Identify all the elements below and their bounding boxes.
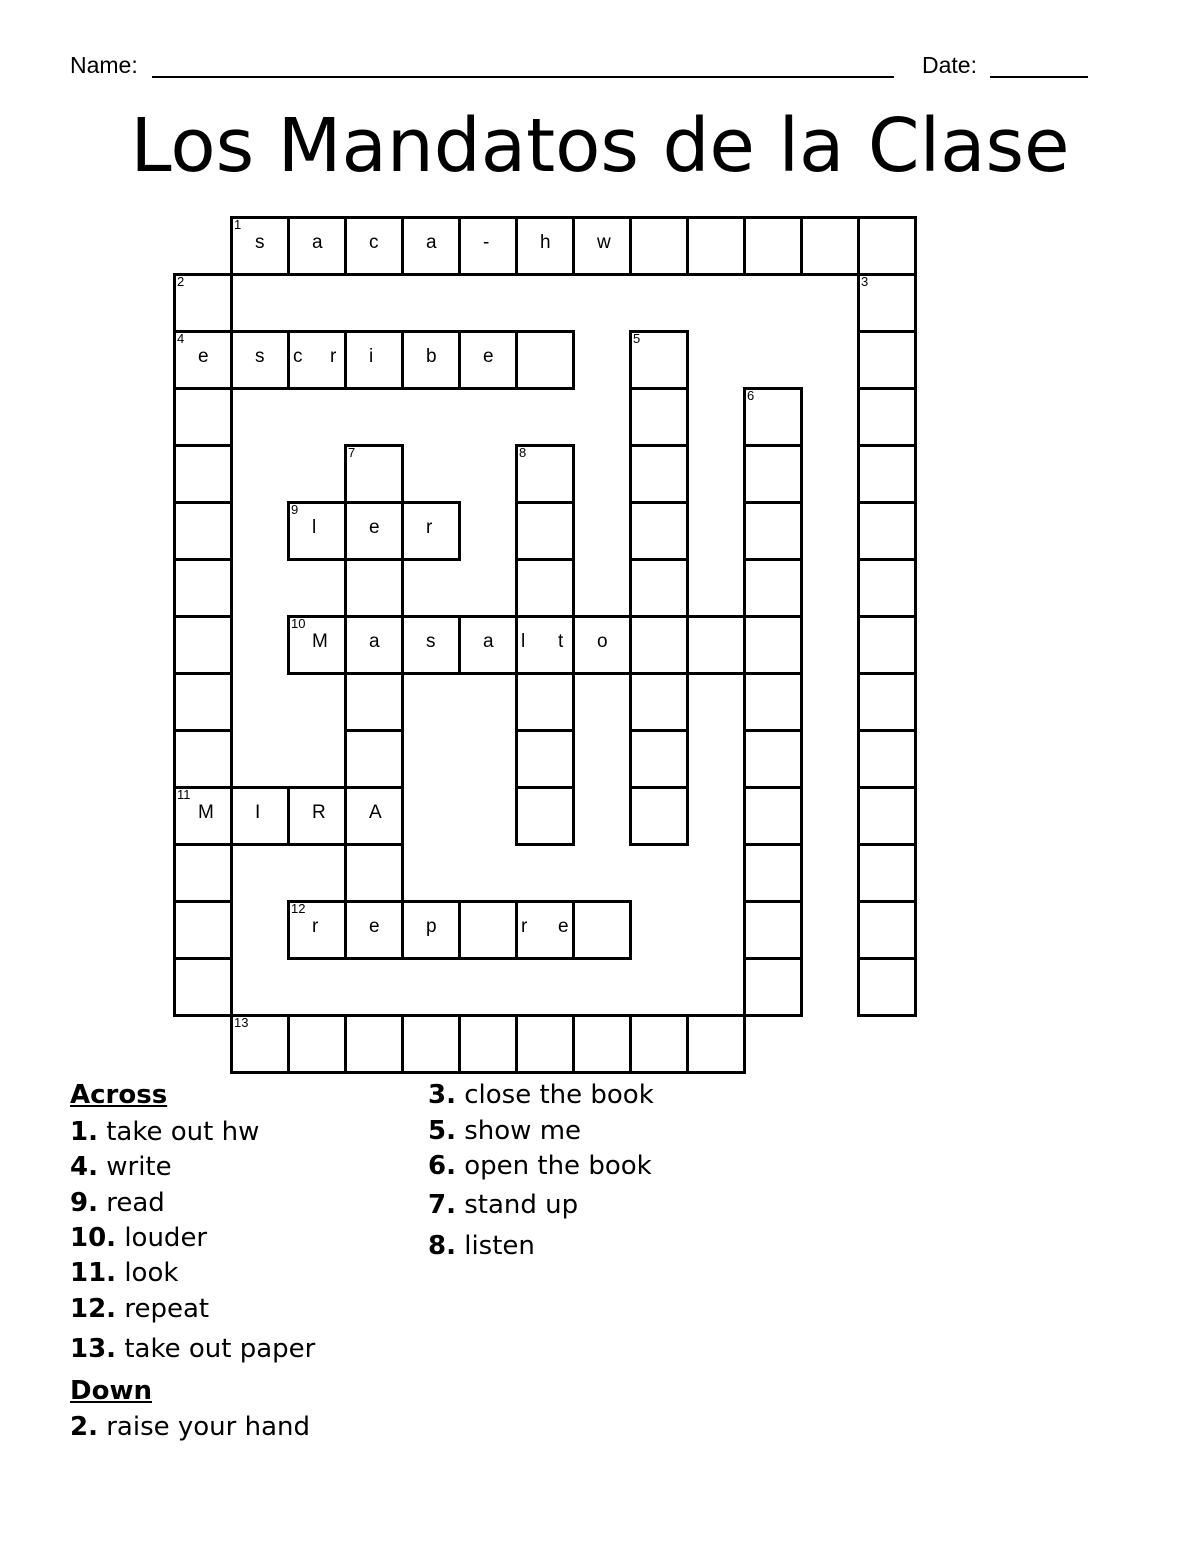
grid-cell[interactable] <box>344 330 404 390</box>
grid-cell[interactable] <box>173 672 233 732</box>
clue-number: 2 <box>177 274 185 289</box>
name-label: Name: <box>70 52 138 78</box>
entered-letter: A <box>369 802 382 823</box>
grid-cell[interactable] <box>743 672 803 732</box>
entered-letter: e <box>483 346 494 367</box>
entered-letter: w <box>597 232 611 253</box>
grid-cell[interactable] <box>857 957 917 1017</box>
grid-cell[interactable] <box>629 615 689 675</box>
entered-letter: l <box>521 631 526 652</box>
clue-num: 6. <box>428 1151 456 1181</box>
grid-cell[interactable] <box>344 729 404 789</box>
grid-cell[interactable] <box>230 216 290 276</box>
clue-num: 7. <box>428 1190 456 1220</box>
entered-letter: i <box>369 346 374 367</box>
grid-cell[interactable] <box>458 216 518 276</box>
grid-cell[interactable] <box>857 387 917 447</box>
grid-cell[interactable] <box>173 900 233 960</box>
grid-cell[interactable] <box>401 216 461 276</box>
grid-cell[interactable] <box>401 900 461 960</box>
grid-cell[interactable] <box>344 786 404 846</box>
grid-cell[interactable] <box>230 786 290 846</box>
entered-letter: h <box>540 232 551 253</box>
grid-cell[interactable] <box>572 216 632 276</box>
clue-num: 10. <box>70 1223 117 1253</box>
clue-number: 3 <box>861 274 869 289</box>
grid-cell[interactable] <box>515 558 575 618</box>
entered-letter: t <box>558 631 564 652</box>
grid-cell[interactable] <box>515 786 575 846</box>
grid-cell[interactable] <box>629 444 689 504</box>
entered-letter: a <box>426 232 437 253</box>
grid-cell[interactable] <box>173 786 233 846</box>
clue-number: 7 <box>348 445 356 460</box>
clue-number: 10 <box>291 616 306 631</box>
grid-cell[interactable] <box>572 900 632 960</box>
grid-cell[interactable] <box>287 501 347 561</box>
clue-num: 2. <box>70 1412 98 1442</box>
grid-cell[interactable] <box>686 216 746 276</box>
grid-cell[interactable] <box>173 444 233 504</box>
down-clue <box>428 1118 581 1144</box>
grid-cell[interactable] <box>857 900 917 960</box>
grid-cell[interactable] <box>515 615 575 675</box>
entered-letter: - <box>483 232 490 253</box>
across-clue <box>70 1336 315 1362</box>
grid-cell[interactable] <box>572 615 632 675</box>
across-clue <box>70 1260 178 1286</box>
entered-letter: r <box>312 916 319 937</box>
grid-cell[interactable] <box>629 558 689 618</box>
grid-cell[interactable] <box>857 786 917 846</box>
grid-cell[interactable] <box>344 216 404 276</box>
grid-cell[interactable] <box>743 786 803 846</box>
clue-text: raise your hand <box>97 1412 311 1442</box>
grid-cell[interactable] <box>743 216 803 276</box>
entered-letter: e <box>198 346 209 367</box>
entered-letter: e <box>369 916 380 937</box>
grid-cell[interactable] <box>800 216 860 276</box>
grid-cell[interactable] <box>173 330 233 390</box>
entered-letter: M <box>312 631 328 652</box>
grid-cell[interactable] <box>458 615 518 675</box>
grid-cell[interactable] <box>857 729 917 789</box>
grid-cell[interactable] <box>629 330 689 390</box>
grid-cell[interactable] <box>857 444 917 504</box>
entered-letter: s <box>255 346 265 367</box>
entered-letter: c <box>293 346 303 367</box>
grid-cell[interactable] <box>572 1014 632 1074</box>
grid-cell[interactable] <box>287 1014 347 1074</box>
entered-letter: I <box>255 802 261 823</box>
clue-num: 1. <box>70 1117 98 1147</box>
clue-number: 6 <box>747 388 755 403</box>
clue-number: 4 <box>177 331 185 346</box>
grid-cell[interactable] <box>173 957 233 1017</box>
entered-letter: o <box>597 631 608 652</box>
date-label: Date: <box>922 52 977 78</box>
grid-cell[interactable] <box>686 1014 746 1074</box>
clue-number: 12 <box>291 901 306 916</box>
grid-cell[interactable] <box>515 672 575 732</box>
clue-num: 3. <box>428 1080 456 1110</box>
grid-cell[interactable] <box>857 672 917 732</box>
clue-number: 5 <box>633 331 641 346</box>
page-title: Los Mandatos de la Clase <box>130 103 1070 189</box>
grid-cell[interactable] <box>629 501 689 561</box>
grid-cell[interactable] <box>401 501 461 561</box>
across-heading: Across <box>70 1080 168 1110</box>
grid-cell[interactable] <box>743 729 803 789</box>
entered-letter: a <box>369 631 380 652</box>
grid-cell[interactable] <box>629 786 689 846</box>
down-clue <box>428 1233 535 1259</box>
grid-cell[interactable] <box>686 615 746 675</box>
grid-cell[interactable] <box>857 216 917 276</box>
clue-text: open the book <box>455 1151 652 1181</box>
grid-cell[interactable] <box>287 216 347 276</box>
clue-text: read <box>97 1188 165 1218</box>
grid-cell[interactable] <box>857 273 917 333</box>
across-clue <box>70 1190 165 1216</box>
grid-cell[interactable] <box>743 957 803 1017</box>
grid-cell[interactable] <box>344 501 404 561</box>
grid-cell[interactable] <box>515 501 575 561</box>
grid-cell[interactable] <box>344 558 404 618</box>
grid-cell[interactable] <box>743 843 803 903</box>
clue-number: 9 <box>291 502 299 517</box>
clue-text: louder <box>116 1223 208 1253</box>
clue-number: 11 <box>177 787 191 802</box>
clue-text: close the book <box>455 1080 654 1110</box>
entered-letter: s <box>426 631 436 652</box>
grid-cell[interactable] <box>173 843 233 903</box>
entered-letter: e <box>558 916 569 937</box>
grid-cell[interactable] <box>173 387 233 447</box>
down-clue <box>428 1153 652 1179</box>
entered-letter: M <box>198 802 214 823</box>
grid-cell[interactable] <box>230 1014 290 1074</box>
grid-cell[interactable] <box>629 1014 689 1074</box>
grid-cell[interactable] <box>515 900 575 960</box>
clue-num: 11. <box>70 1258 117 1288</box>
grid-cell[interactable] <box>401 615 461 675</box>
clue-text: stand up <box>455 1190 579 1220</box>
grid-cell[interactable] <box>173 729 233 789</box>
clue-number: 13 <box>234 1015 249 1030</box>
grid-cell[interactable] <box>230 330 290 390</box>
grid-cell[interactable] <box>458 900 518 960</box>
clue-number: 8 <box>519 445 527 460</box>
clue-num: 5. <box>428 1116 456 1146</box>
entered-letter: a <box>312 232 323 253</box>
grid-cell[interactable] <box>629 672 689 732</box>
clue-text: listen <box>455 1231 535 1261</box>
clue-text: take out paper <box>116 1334 316 1364</box>
grid-cell[interactable] <box>857 615 917 675</box>
grid-cell[interactable] <box>287 786 347 846</box>
clue-num: 13. <box>70 1334 117 1364</box>
grid-cell[interactable] <box>743 444 803 504</box>
grid-cell[interactable] <box>458 1014 518 1074</box>
entered-letter: b <box>426 346 437 367</box>
grid-cell[interactable] <box>173 501 233 561</box>
grid-cell[interactable] <box>344 672 404 732</box>
grid-cell[interactable] <box>173 558 233 618</box>
clue-num: 4. <box>70 1152 98 1182</box>
clue-number: 1 <box>234 217 242 232</box>
grid-cell[interactable] <box>857 558 917 618</box>
across-clue <box>70 1119 259 1145</box>
grid-cell[interactable] <box>515 216 575 276</box>
grid-cell[interactable] <box>344 843 404 903</box>
grid-cell[interactable] <box>857 330 917 390</box>
grid-cell[interactable] <box>458 330 518 390</box>
grid-cell[interactable] <box>173 273 233 333</box>
clue-num: 12. <box>70 1294 117 1324</box>
grid-cell[interactable] <box>743 900 803 960</box>
grid-cell[interactable] <box>344 1014 404 1074</box>
grid-cell[interactable] <box>287 615 347 675</box>
entered-letter: R <box>312 802 326 823</box>
entered-letter: l <box>312 517 317 538</box>
grid-cell[interactable] <box>401 330 461 390</box>
clue-text: take out hw <box>97 1117 260 1147</box>
clue-num: 8. <box>428 1231 456 1261</box>
grid-cell[interactable] <box>515 330 575 390</box>
grid-cell[interactable] <box>743 387 803 447</box>
clue-num: 9. <box>70 1188 98 1218</box>
grid-cell[interactable] <box>173 615 233 675</box>
clue-text: repeat <box>116 1294 210 1324</box>
down-clue <box>428 1082 654 1108</box>
grid-cell[interactable] <box>344 615 404 675</box>
down-heading: Down <box>70 1376 152 1406</box>
down-clue <box>70 1414 310 1440</box>
entered-letter: e <box>369 517 380 538</box>
grid-cell[interactable] <box>515 444 575 504</box>
entered-letter: r <box>330 346 337 367</box>
grid-cell[interactable] <box>287 330 347 390</box>
grid-cell[interactable] <box>743 558 803 618</box>
entered-letter: s <box>255 232 265 253</box>
across-clue <box>70 1154 172 1180</box>
grid-cell[interactable] <box>857 843 917 903</box>
grid-cell[interactable] <box>629 729 689 789</box>
grid-cell[interactable] <box>857 501 917 561</box>
across-clue <box>70 1296 209 1322</box>
grid-cell[interactable] <box>401 1014 461 1074</box>
grid-cell[interactable] <box>515 729 575 789</box>
entered-letter: r <box>426 517 433 538</box>
grid-cell[interactable] <box>629 387 689 447</box>
grid-cell[interactable] <box>287 900 347 960</box>
clue-text: look <box>116 1258 179 1288</box>
grid-cell[interactable] <box>629 216 689 276</box>
clue-text: write <box>97 1152 172 1182</box>
grid-cell[interactable] <box>344 900 404 960</box>
entered-letter: p <box>426 916 437 937</box>
entered-letter: c <box>369 232 379 253</box>
grid-cell[interactable] <box>743 501 803 561</box>
down-clue <box>428 1192 578 1218</box>
entered-letter: r <box>521 916 528 937</box>
grid-cell[interactable] <box>515 1014 575 1074</box>
across-clue <box>70 1225 207 1251</box>
grid-cell[interactable] <box>344 444 404 504</box>
entered-letter: a <box>483 631 494 652</box>
clue-text: show me <box>455 1116 582 1146</box>
grid-cell[interactable] <box>743 615 803 675</box>
